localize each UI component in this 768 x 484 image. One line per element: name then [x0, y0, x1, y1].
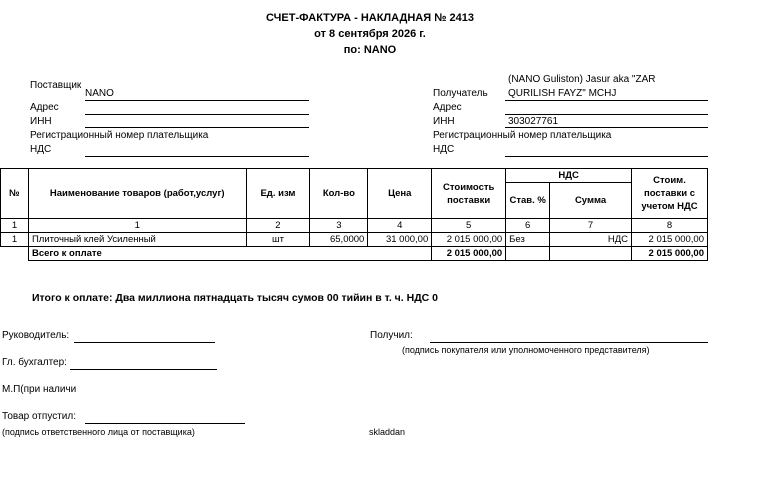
supplier-inn-underline [85, 127, 309, 128]
recipient-inn-label: ИНН [433, 116, 455, 127]
recipient-value-line2: QURILISH FAYZ" MCHJ [508, 88, 617, 99]
supplier-address-label: Адрес [30, 102, 59, 113]
supplier-reg-label: Регистрационный номер плательщика [30, 130, 209, 141]
header-total: Стоим. поставки с учетом НДС [631, 169, 707, 219]
supplier-vat-underline [85, 156, 309, 157]
header-vat-group: НДС [506, 169, 632, 183]
released-signature-line [85, 423, 245, 424]
cell-unit: шт [246, 233, 310, 247]
total-vat-rate [506, 247, 550, 261]
column-number: 6 [506, 219, 550, 233]
column-number: 8 [631, 219, 707, 233]
document-date: от 8 сентября 2026 г. [314, 28, 426, 40]
recipient-inn-underline [505, 127, 708, 128]
cell-vat-rate: Без [506, 233, 550, 247]
total-cost: 2 015 000,00 [432, 247, 506, 261]
accountant-signature-line [70, 369, 217, 370]
recipient-reg-label: Регистрационный номер плательщика [433, 130, 612, 141]
received-label: Получил: [370, 330, 413, 341]
document-to: по: NANO [343, 44, 397, 56]
supplier-value: NANO [85, 88, 114, 99]
cell-name: Плиточный клей Усиленный [28, 233, 246, 247]
summary-text: Итого к оплате: Два миллиона пятнадцать тысяч сумов 00 тийин в т. ч. НДС 0 [32, 292, 439, 304]
total-sum: 2 015 000,00 [631, 247, 707, 261]
document-title: СЧЕТ-ФАКТУРА - НАКЛАДНАЯ № 2413 [266, 12, 474, 24]
column-number: 7 [550, 219, 632, 233]
recipient-label: Получатель [433, 88, 488, 99]
header-name: Наименование товаров (работ,услуг) [28, 169, 246, 219]
recipient-inn-value: 303027761 [508, 116, 559, 127]
received-hint: (подпись покупателя или уполномоченного представителя) [402, 345, 650, 355]
released-label: Товар отпустил: [2, 411, 76, 422]
supplier-vat-label: НДС [30, 144, 52, 155]
received-signature-line [430, 342, 708, 343]
cell-qty: 65,0000 [310, 233, 368, 247]
column-number: 1 [1, 219, 29, 233]
header-price: Цена [368, 169, 432, 219]
recipient-address-underline [505, 114, 708, 115]
cell-cost: 2 015 000,00 [432, 233, 506, 247]
recipient-vat-label: НДС [433, 144, 455, 155]
director-signature-line [74, 342, 215, 343]
cell-vat-sum: НДС [550, 233, 632, 247]
director-label: Руководитель: [2, 330, 70, 341]
column-number: 2 [246, 219, 310, 233]
column-number: 5 [432, 219, 506, 233]
header-cost: Стоимость поставки [432, 169, 506, 219]
invoice-table [0, 168, 708, 261]
supplier-inn-label: ИНН [30, 116, 52, 127]
table-row [1, 233, 708, 247]
recipient-address-label: Адрес [433, 102, 462, 113]
recipient-vat-underline [505, 156, 708, 157]
recipient-underline [505, 100, 708, 101]
supplier-label: Поставщик [30, 80, 82, 91]
header-vat-rate: Став. % [506, 183, 550, 219]
column-number-row [1, 219, 708, 233]
column-number: 3 [310, 219, 368, 233]
total-vat-sum [550, 247, 632, 261]
recipient-value-line1: (NANO Guliston) Jasur aka "ZAR [508, 74, 656, 85]
total-row-spacer [1, 247, 29, 261]
stamp-label: М.П(при наличи [2, 384, 77, 395]
total-label: Всего к оплате [28, 247, 431, 261]
accountant-label: Гл. бухгалтер: [2, 357, 67, 368]
released-hint: (подпись ответственного лица от поставщика) [2, 427, 195, 437]
column-number: 4 [368, 219, 432, 233]
header-num: № [1, 169, 29, 219]
warehouse-label: skladdan [369, 427, 406, 437]
cell-num: 1 [1, 233, 29, 247]
header-qty: Кол-во [310, 169, 368, 219]
total-row [1, 247, 708, 261]
supplier-underline [85, 100, 309, 101]
cell-price: 31 000,00 [368, 233, 432, 247]
supplier-address-underline [85, 114, 309, 115]
cell-total: 2 015 000,00 [631, 233, 707, 247]
header-unit: Ед. изм [246, 169, 310, 219]
column-number: 1 [28, 219, 246, 233]
header-vat-sum: Сумма [550, 183, 632, 219]
